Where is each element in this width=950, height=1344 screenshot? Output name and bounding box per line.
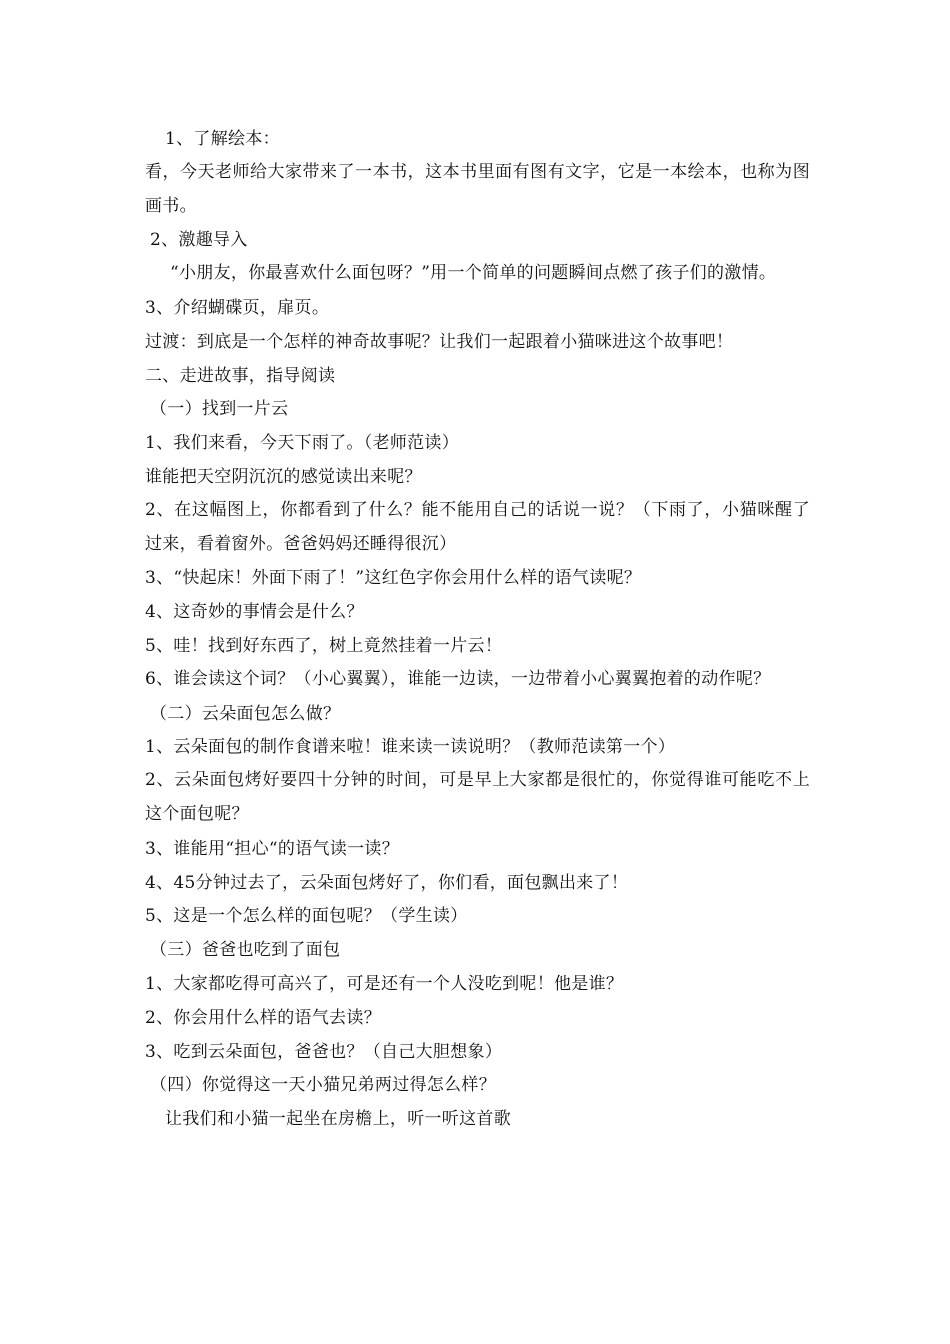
text-line: 1、我们来看，今天下雨了。（老师范读）: [145, 433, 460, 454]
text-line: 2、激趣导入: [150, 230, 248, 251]
text-paragraph: [145, 257, 810, 291]
text-line: 5、这是一个怎么样的面包呢？（学生读）: [145, 906, 468, 927]
text-line: 让我们和小猫一起坐在房檐上，听一听这首歌: [165, 1109, 511, 1130]
text-line: 过渡：到底是一个怎样的神奇故事呢？让我们一起跟着小猫咪进这个故事吧！: [145, 331, 734, 352]
text-line: 1、云朵面包的制作食谱来啦！谁来读一读说明？（教师范读第一个）: [145, 737, 676, 758]
text-line: 二、走进故事，指导阅读: [145, 365, 336, 386]
text-line: 谁能把天空阴沉沉的感觉读出来呢？: [145, 466, 422, 487]
text-line: 3、“快起床！外面下雨了！”这红色字你会用什么样的语气读呢？: [145, 568, 642, 589]
text-paragraph: 2、在这幅图上，你都看到了什么？能不能用自己的话说一说？（下雨了，小猫咪醒了过来，看着窗外。爸爸妈妈还睡得很沉）: [145, 499, 810, 554]
text-line: 4、这奇妙的事情会是什么？: [145, 602, 364, 623]
text-line: （四）你觉得这一天小猫兄弟两过得怎么样？: [150, 1075, 496, 1096]
text-paragraph: 6、谁会读这个词？（小心翼翼），谁能一边读，一边带着小心翼翼抱着的动作呢？: [145, 668, 771, 689]
text-line: 2、你会用什么样的语气去读？: [145, 1007, 382, 1028]
text-line: 1、了解绘本：: [165, 129, 280, 149]
text-paragraph: 2、云朵面包烤好要四十分钟的时间，可是早上大家都是很忙的，你觉得谁可能吃不上这个面包呢？: [145, 770, 810, 824]
text-line: （二）云朵面包怎么做？: [150, 703, 341, 724]
text-paragraph: 看，今天老师给大家带来了一本书，这本书里面有图有文字，它是一本绘本，也称为图画书。: [145, 161, 810, 216]
text-line: 4、45分钟过去了，云朵面包烤好了，你们看，面包飘出来了！: [145, 872, 629, 893]
text-line: 3、介绍蝴碟页，扉页。: [145, 297, 330, 318]
text-line: 5、哇！找到好东西了，树上竟然挂着一片云！: [145, 635, 503, 656]
text-line: 3、吃到云朵面包，爸爸也？（自己大胆想象）: [145, 1041, 503, 1062]
text-line: （一）找到一片云: [150, 399, 289, 420]
document-body: [145, 128, 810, 1142]
text-line: 1、大家都吃得可高兴了，可是还有一个人没吃到呢！他是谁？: [145, 973, 624, 994]
text-line: （三）爸爸也吃到了面包: [150, 940, 341, 961]
text-line: 3、谁能用“担心“的语气读一读？: [145, 838, 399, 859]
text-span: “小朋友，你最喜欢什么面包呀？”用一个简单的问题瞬间点燃了孩子们的激情。: [170, 263, 777, 284]
